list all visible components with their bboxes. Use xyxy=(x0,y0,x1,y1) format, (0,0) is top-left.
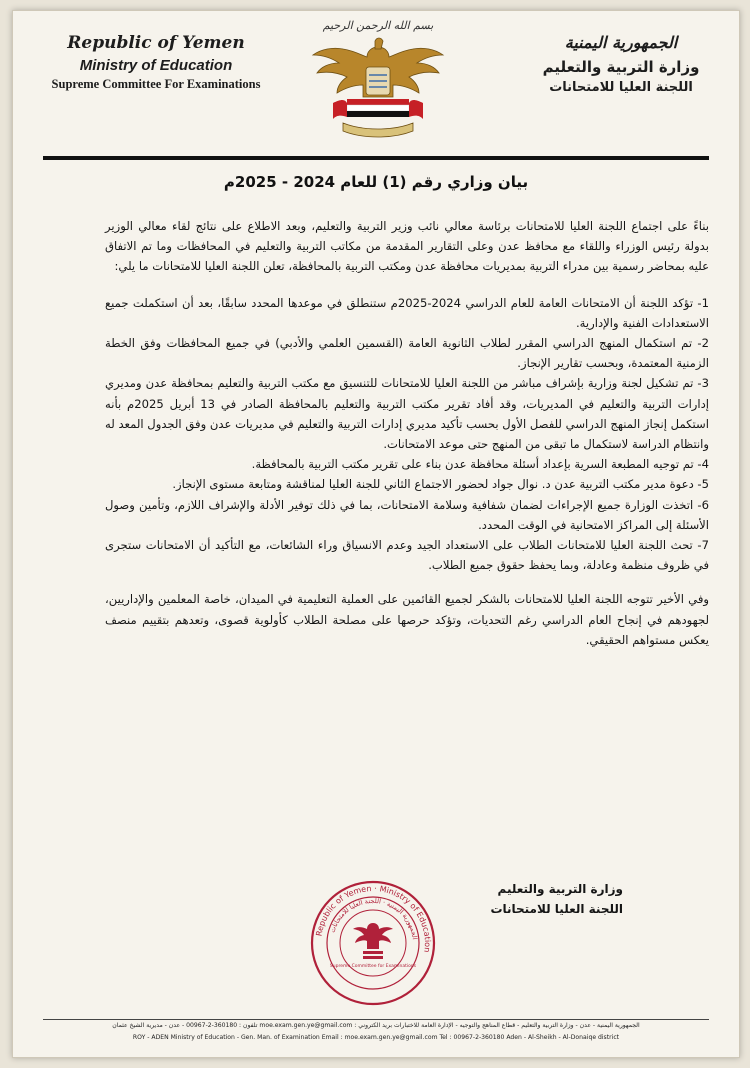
header-divider xyxy=(43,156,709,160)
header-ministry-ar: وزارة التربية والتعليم xyxy=(542,58,700,76)
header-arabic xyxy=(521,33,721,95)
signature-block xyxy=(423,879,623,919)
emblem-motto: بسم الله الرحمن الرحيم xyxy=(322,19,434,32)
official-seal-icon xyxy=(309,879,437,1007)
signature-ministry: وزارة التربية والتعليم xyxy=(497,882,623,896)
header-english xyxy=(31,33,281,92)
seal-outer-text: Republic of Yemen · Ministry of Education xyxy=(314,883,433,953)
header-committee-en: Supreme Committee For Examinations xyxy=(51,77,261,91)
header-ministry-en: Ministry of Education xyxy=(79,57,233,74)
item-7: 7- تحث اللجنة العليا للامتحانات الطلاب على الاستعداد الجيد وعدم الانسياق وراء الشائعات، مع التأكيد أن الامتحانات ستجرى في ظروف منظمة وعادلة، وبما يحفظ حقوق جميع الطلاب. xyxy=(105,538,709,573)
item-6: 6- اتخذت الوزارة جميع الإجراءات لضمان شفافية وسلامة الامتحانات، بما في ذلك توفير الأدلة والإشراف اللازم، وتأمين وصول الأسئلة إلى المراكز الامتحانية في الوقت المحدد. xyxy=(105,497,709,532)
item-2: 2- تم استكمال المنهج الدراسي المقرر لطلاب الثانوية العامة (القسمين العلمي والأدبي) في جميع المحافظات وفق الخطة الزمنية المعتمدة، وبحسب تقارير الإنجاز. xyxy=(105,336,709,371)
item-1: 1- تؤكد اللجنة أن الامتحانات العامة للعام الدراسي 2024-2025م ستنطلق في موعدها المحدد سابقًا، بعد أن استكملت جميع الاستعدادات الفنية والإدارية. xyxy=(105,295,709,330)
document-page xyxy=(12,10,740,1058)
yemen-eagle-emblem-icon xyxy=(303,19,453,144)
header-republic-en: Republic of Yemen xyxy=(67,33,245,53)
footer-divider xyxy=(43,1019,709,1020)
item-5: 5- دعوة مدير مكتب التربية عدن د. نوال جواد لحضور الاجتماع الثاني للجنة العليا لمناقشة ومتابعة مستوى الإنجاز. xyxy=(172,477,709,492)
item-3: 3- تم تشكيل لجنة وزارية بإشراف مباشر من اللجنة العليا للامتحانات للتنسيق مع مكتب التربية والتعليم بمحافظة عدن ومديري إدارات التربية والتعليم في المديريات، وقد أفاد تقرير مكتب التربية والتعليم بالمحافظة الصادر في 13 أبريل 2025م بأنه استكمل إنجاز المنهج الدراسي للفصل الأول بحسب تأكيد مديري إدارات التربية والتعليم في مديريات عدن وفق الجدول المعد له وانتظام الدراسة لاستكمال ما تبقى من المنهج حتى موعد الامتحانات. xyxy=(105,376,709,452)
header-committee-ar: اللجنة العليا للامتحانات xyxy=(549,80,693,95)
statement-title: بيان وزاري رقم (1) للعام 2024 - 2025م xyxy=(223,173,529,191)
intro-paragraph: بناءً على اجتماع اللجنة العليا للامتحانات برئاسة معالي نائب وزير التربية والتعليم، وبعد الاطلاع على نتائج لقاء معالي الوزير بدولة رئيس الوزراء واللقاء مع محافظ عدن وعلى التقارير المقدمة من مكاتب التربية والتعليم في المحافظات وما تم الاتفاق عليه بمحاضر رسمية بين مدراء التربية بمديريات محافظة عدن ومكتب التربية بالمحافظة، تعلن اللجنة العليا للامتحانات ما يلي: xyxy=(105,219,709,274)
header-republic-ar: الجمهورية اليمنية xyxy=(564,33,678,52)
closing-paragraph: وفي الأخير تتوجه اللجنة العليا للامتحانات بالشكر لجميع القائمين على العملية التعليمية في الميدان، خاصة المعلمين والإداريين، لجهودهم في إنجاح العام الدراسي رغم التحديات، وتؤكد حرصها على مصلحة الطلاب كأولوية قصوى، وتعدهم بتقييم منصف يعكس مستواهم الحقيقي. xyxy=(105,592,709,647)
signature-committee: اللجنة العليا للامتحانات xyxy=(490,902,623,916)
footer-english: ROY - ADEN Ministry of Education - Gen. Man. of Examination Email : moe.exam.gen.ye@gmail.com Tel : 00967-2-360180 Aden - Al-Sheikh - Al-Donaiqe district xyxy=(132,1034,620,1041)
statement-body xyxy=(105,216,709,650)
item-4: 4- تم توجيه المطبعة السرية بإعداد أسئلة محافظة عدن بناء على تقرير مكتب التربية بالمحافظة. xyxy=(251,457,709,472)
seal-band-text: Supreme Committee for Examinations xyxy=(329,964,417,969)
seal-inner-text: الجمهورية اليمنية · اللجنة العليا للامتحانات xyxy=(328,896,419,940)
footer-arabic: الجمهورية اليمنية - عدن - وزارة التربية والتعليم - قطاع المناهج والتوجيه - الإدارة العامة للاختبارات بريد الكتروني : moe.exam.gen.ye@gmail.com تلفون : 360180-2-00967 - عدن - مديرية الشيخ عثمان xyxy=(112,1022,640,1029)
